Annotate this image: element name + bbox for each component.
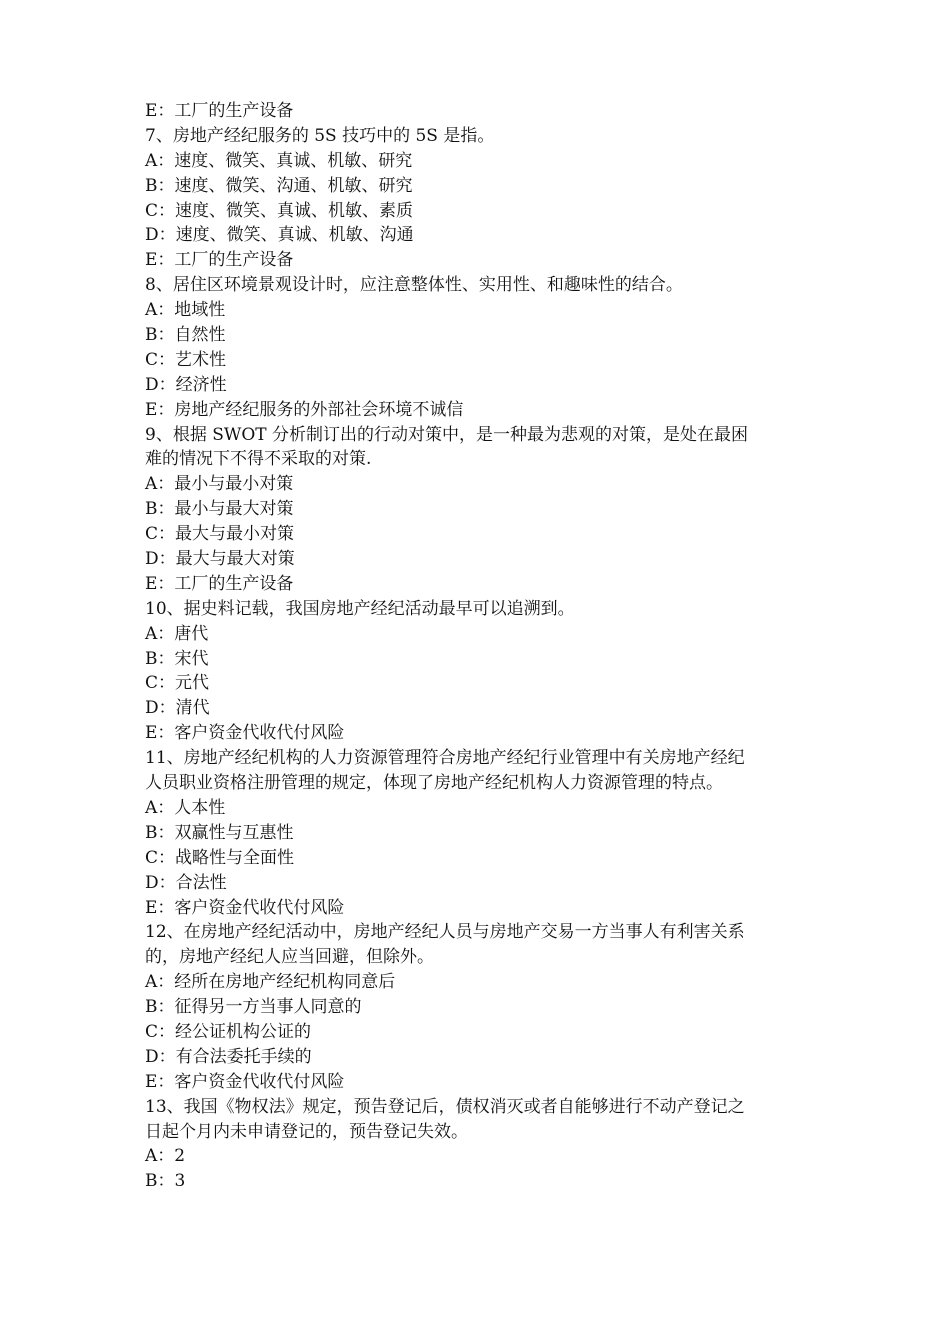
question-line: 日起个月内未申请登记的，预告登记失效。 [145, 1121, 468, 1142]
option-line: D：最大与最大对策 [145, 549, 295, 570]
option-line: C：经公证机构公证的 [145, 1021, 312, 1042]
option-line: E：工厂的生产设备 [145, 101, 294, 121]
option-line: B：双赢性与互惠性 [145, 822, 294, 843]
option-line: B：速度、微笑、沟通、机敏、研究 [145, 175, 413, 196]
option-line: A：最小与最小对策 [145, 474, 294, 495]
option-line: D：合法性 [145, 872, 227, 893]
option-line: D：速度、微笑、真诚、机敏、沟通 [145, 225, 414, 246]
option-line: A：经所在房地产经纪机构同意后 [145, 972, 396, 993]
question-line: 9、根据 SWOT 分析制订出的行动对策中，是一种最为悲观的对策，是处在最困 [145, 424, 749, 445]
question-line: 12、在房地产经纪活动中，房地产经纪人员与房地产交易一方当事人有利害关系 [145, 922, 745, 943]
option-line: B：3 [145, 1171, 186, 1192]
option-line: C：速度、微笑、真诚、机敏、素质 [145, 200, 414, 221]
option-line: A：2 [145, 1146, 186, 1167]
option-line: C：元代 [145, 673, 210, 694]
option-line: B：征得另一方当事人同意的 [145, 997, 362, 1018]
option-line: A：速度、微笑、真诚、机敏、研究 [145, 150, 413, 171]
option-line: A：人本性 [145, 797, 226, 818]
option-line: C：艺术性 [145, 349, 227, 370]
option-line: E：工厂的生产设备 [145, 573, 294, 594]
option-line: B：宋代 [145, 648, 209, 669]
document-page [145, 99, 825, 1194]
option-line: E：工厂的生产设备 [145, 250, 294, 271]
question-line: 13、我国《物权法》规定，预告登记后，债权消灭或者自能够进行不动产登记之 [145, 1096, 745, 1117]
option-line: D：有合法委托手续的 [145, 1046, 312, 1067]
option-line: C：最大与最小对策 [145, 524, 295, 545]
option-line: C：战略性与全面性 [145, 847, 295, 868]
option-line: D：清代 [145, 698, 210, 719]
question-line: 的，房地产经纪人应当回避，但除外。 [145, 947, 434, 968]
option-line: E：客户资金代收代付风险 [145, 897, 345, 918]
question-line: 8、居住区环境景观设计时，应注意整体性、实用性、和趣味性的结合。 [145, 275, 683, 296]
question-line: 10、据史料记载，我国房地产经纪活动最早可以追溯到。 [145, 598, 575, 619]
option-line: A：地域性 [145, 300, 226, 321]
question-line: 7、房地产经纪服务的 5S 技巧中的 5S 是指。 [145, 125, 495, 146]
question-line: 难的情况下不得不采取的对策. [145, 449, 372, 470]
option-line: E：客户资金代收代付风险 [145, 723, 345, 744]
option-line: E：客户资金代收代付风险 [145, 1071, 345, 1092]
option-line: E：房地产经纪服务的外部社会环境不诚信 [145, 399, 464, 420]
question-line: 人员职业资格注册管理的规定，体现了房地产经纪机构人力资源管理的特点。 [145, 773, 723, 794]
option-line: D：经济性 [145, 374, 227, 395]
option-line: B：自然性 [145, 325, 226, 346]
question-line: 11、房地产经纪机构的人力资源管理符合房地产经纪行业管理中有关房地产经纪 [145, 748, 745, 769]
option-line: A：唐代 [145, 623, 209, 644]
option-line: B：最小与最大对策 [145, 499, 294, 520]
